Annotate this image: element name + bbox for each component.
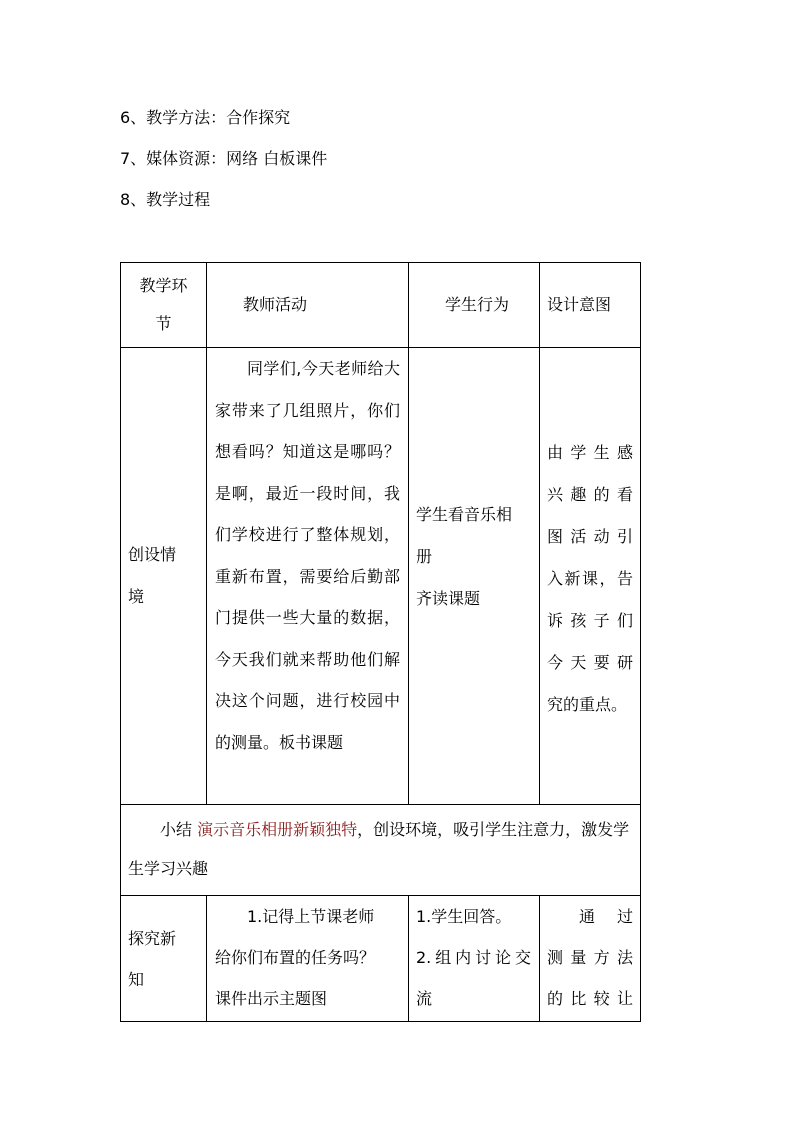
design-explore-line1: 通过 [579,907,633,926]
header-design [540,263,641,348]
design-explore-line3: 的比较让 [547,989,633,1008]
teacher-cell-explore [207,896,409,1022]
student-situation-line1: 学生看音乐相 [416,505,513,524]
student-situation-line2: 册 [416,547,433,566]
lesson-plan-table [120,262,641,1022]
stage-situation-line2: 境 [128,587,145,606]
stage-explore-line1: 探究新 [128,929,177,948]
student-cell-explore [409,896,540,1022]
header-stage [121,263,207,348]
table-header-row [121,263,641,348]
summary-cell [121,805,641,896]
student-situation-line3: 齐读课题 [416,589,481,608]
teaching-process-line: 8、教学过程 [120,190,211,209]
student-cell-situation [409,348,540,805]
header-student-label: 学生行为 [445,295,510,315]
table-row-situation [121,348,641,805]
design-cell-explore [540,896,641,1022]
stage-situation-line1: 创设情 [128,545,177,564]
header-design-label: 设计意图 [547,295,612,315]
teacher-explore-line2: 给你们布置的任务吗？ [215,948,376,967]
summary-prefix: 小结 [160,820,193,839]
design-cell-situation [540,348,641,805]
header-teacher [207,263,409,348]
stage-cell-situation [121,348,207,805]
design-situation-line5: 诉孩子们 [547,611,633,630]
summary-rest: ，创设环境，吸引学生注意力，激发学生学习兴趣 [128,820,630,878]
table-row-summary [121,805,641,896]
design-situation-line7: 究的重点。 [547,695,628,714]
stage-cell-explore [121,896,207,1022]
header-teacher-label: 教师活动 [243,295,308,315]
teacher-situation-text: 同学们,今天老师给大家带来了几组照片，你们想看吗？知道这是哪吗？是啊，最近一段时间，我们学校进行了整体规划，重新布置，需要给后勤部门提供一些大量的数据，今天我们就来帮助他们解决这个问题，进行校园中的测量。板书课题 [215,359,400,752]
design-situation-line2: 兴趣的看 [547,485,633,504]
design-situation-line4: 入新课，告 [547,569,633,588]
table-row-explore [121,896,641,1022]
teacher-explore-line1: 1.记得上节课老师 [247,907,375,926]
teacher-explore-line3: 课件出示主题图 [215,989,328,1008]
student-explore-line2: 2.组内讨论交 [416,948,531,967]
header-student [409,263,540,348]
student-explore-line1: 1.学生回答。 [416,907,512,926]
design-explore-line2: 测量方法 [547,948,633,967]
teaching-method-line: 6、教学方法：合作探究 [120,108,291,127]
media-resources-line: 7、媒体资源：网络 白板课件 [120,149,328,168]
design-situation-line6: 今天要研 [547,653,633,672]
header-stage-line1: 教学环 [139,276,188,295]
teacher-cell-situation [207,348,409,805]
header-stage-line2: 节 [155,314,172,333]
summary-highlight: 演示音乐相册新颖独特 [197,820,358,839]
stage-explore-line2: 知 [128,970,145,989]
design-situation-line3: 图活动引 [547,527,633,546]
student-explore-line3: 流 [416,989,433,1008]
design-situation-line1: 由学生感 [547,443,633,462]
